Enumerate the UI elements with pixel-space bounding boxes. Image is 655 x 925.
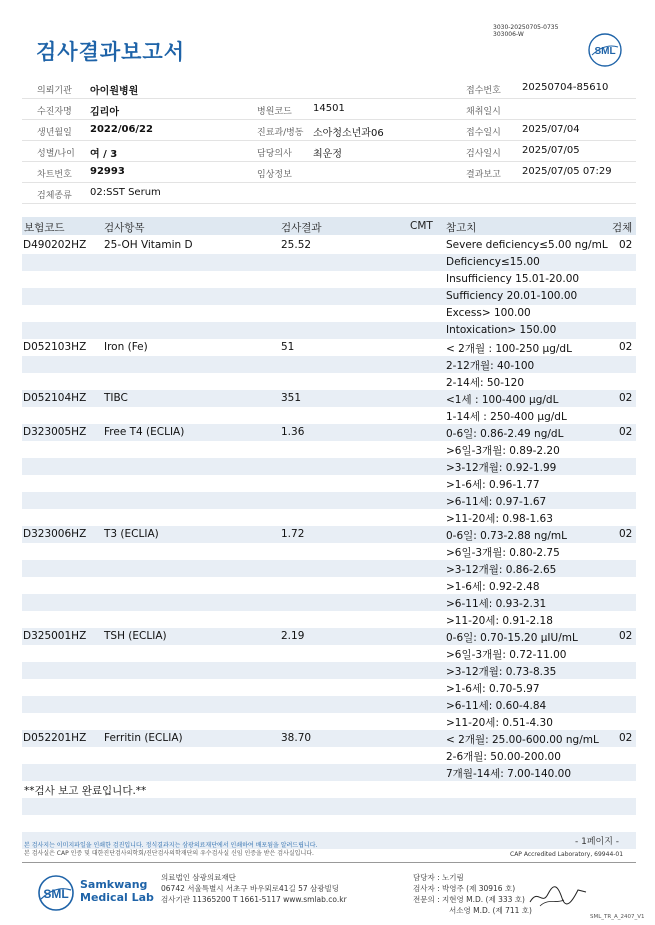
row-stripe [22,356,636,373]
test-item: TSH (ECLIA) [104,630,167,642]
test-code: D052104HZ [23,392,87,404]
reference-range: >6-11세: 0.97-1.67 [446,496,547,508]
test-result: 1.36 [281,426,305,438]
test-result: 51 [281,341,295,353]
birth-value: 2022/06/22 [90,124,153,135]
dept-label: 진료과/병동 [257,128,304,138]
org-contact: 검사기관 11365200 T 1661-5117 www.smlab.co.kr [161,895,347,904]
sex-age-label: 성별/나이 [37,149,75,159]
patient-label: 수진자명 [37,107,72,117]
test-specimen: 02 [619,732,633,744]
test-code: D052201HZ [23,732,87,744]
reference-range: >1-6세: 0.70-5.97 [446,683,540,695]
test-item: Ferritin (ECLIA) [104,732,183,744]
test-specimen: 02 [619,341,633,353]
info-row-3 [22,120,636,141]
reference-range: 0-6일: 0.73-2.88 ng/mL [446,530,567,542]
test-code: D490202HZ [23,239,87,251]
test-date-value: 2025/07/05 [522,145,580,156]
reference-range: 0-6일: 0.86-2.49 ng/dL [446,428,564,440]
reference-range: >1-6세: 0.92-2.48 [446,581,540,593]
reference-range: Intoxication> 150.00 [446,324,557,336]
footer-divider [22,862,636,863]
test-specimen: 02 [619,528,633,540]
logo-text: SML [594,46,616,57]
row-stripe [22,798,636,815]
specialist-2: 서소영 M.D. (제 711 호) [449,906,532,915]
form-version: SML_TR_A_2407_V1 [590,914,645,920]
receipt-date-value: 2025/07/04 [522,124,580,135]
doctor-value: 최운정 [313,149,342,160]
report-code-line-2: 303006-W [493,31,524,38]
reference-range: Insufficiency 15.01-20.00 [446,273,580,285]
reference-range: >6일-3개월: 0.72-11.00 [446,649,567,661]
report-date-value: 2025/07/05 07:29 [522,166,612,177]
info-row-6 [22,183,636,204]
info-row-1 [22,78,636,99]
col-header-cmt: CMT [410,220,433,232]
tester: 검사자 : 박영주 (제 30916 호) [413,884,516,893]
reference-range: Sufficiency 20.01-100.00 [446,290,578,302]
report-code-line-1: 3030-20250705-0735 [493,24,559,31]
info-row-5 [22,162,636,183]
row-stripe [22,254,636,271]
manager: 담당자 : 노기림 [413,873,464,882]
specimen-value: 02:SST Serum [90,187,161,198]
signature-icon [528,880,588,910]
svg-text:SML: SML [43,887,69,901]
test-specimen: 02 [619,239,633,251]
test-code: D323006HZ [23,528,87,540]
test-code: D325001HZ [23,630,87,642]
reference-range: >1-6세: 0.96-1.77 [446,479,540,491]
reference-range: 0-6일: 0.70-15.20 μIU/mL [446,632,578,644]
reference-range: < 2개월: 25.00-600.00 ng/mL [446,734,599,746]
col-header-code: 보험코드 [24,222,65,234]
reference-range: >11-20세: 0.98-1.63 [446,513,553,525]
col-header-specimen: 검체 [612,222,633,234]
specimen-label: 검체종류 [37,191,72,201]
footer-note-2: 본 검사실은 CAP 인증 및 대한진단검사의학회/진단검사의학재단의 우수검사실 신임 인증을 받은 검사실입니다. [24,850,314,857]
reference-range: >6일-3개월: 0.89-2.20 [446,445,560,457]
test-item: TIBC [104,392,128,404]
test-result: 25.52 [281,239,312,251]
hospital-value: 아이원병원 [90,86,139,97]
reference-range: Deficiency≤15.00 [446,256,540,268]
col-header-result: 검사결과 [281,222,322,234]
receipt-no-value: 20250704-85610 [522,82,609,93]
test-result: 2.19 [281,630,305,642]
test-result: 351 [281,392,302,404]
receipt-no-label: 접수번호 [466,86,501,96]
page-number: - 1페이지 - [575,837,620,847]
completion-note: **검사 보고 완료입니다.** [24,785,147,797]
reference-range: < 2개월 : 100-250 μg/dL [446,343,572,355]
birth-label: 생년월일 [37,128,72,138]
reference-range: >11-20세: 0.51-4.30 [446,717,553,729]
hosp-code-value: 14501 [313,103,345,114]
col-header-ref: 참고치 [446,222,477,234]
brand-name [80,878,154,904]
test-result: 38.70 [281,732,312,744]
test-code: D052103HZ [23,341,87,353]
clinical-label: 임상정보 [257,170,292,180]
test-result: 1.72 [281,528,305,540]
test-item: T3 (ECLIA) [104,528,159,540]
reference-range: 2-12개월: 40-100 [446,360,535,372]
reference-range: Excess> 100.00 [446,307,531,319]
patient-value: 김리아 [90,107,119,118]
test-code: D323005HZ [23,426,87,438]
doctor-label: 담당의사 [257,149,292,159]
hospital-label: 의뢰기관 [37,86,72,96]
reference-range: >6일-3개월: 0.80-2.75 [446,547,560,559]
cap-accreditation: CAP Accredited Laboratory, 69944-01 [510,851,624,858]
test-item: Iron (Fe) [104,341,148,353]
brand-line-1: Samkwang [80,878,148,891]
reference-range: 1-14세 : 250-400 μg/dL [446,411,567,423]
collect-date-label: 채취일시 [466,107,501,117]
page-title: 검사결과보고서 [36,40,186,64]
reference-range: >3-12개월: 0.92-1.99 [446,462,557,474]
report-code [493,24,558,38]
test-specimen: 02 [619,630,633,642]
reference-range: >6-11세: 0.93-2.31 [446,598,547,610]
info-row-2 [22,99,636,120]
reference-range: >3-12개월: 0.73-8.35 [446,666,557,678]
chart-no-label: 차트번호 [37,170,72,180]
reference-range: >11-20세: 0.91-2.18 [446,615,553,627]
chart-no-value: 92993 [90,166,125,177]
test-specimen: 02 [619,426,633,438]
reference-range: >6-11세: 0.60-4.84 [446,700,547,712]
reference-range: 2-14세: 50-120 [446,377,525,389]
dept-value: 소아청소년과06 [313,128,384,139]
reference-range: 7개월-14세: 7.00-140.00 [446,768,572,780]
sex-age-value: 여 / 3 [90,149,118,160]
test-specimen: 02 [619,392,633,404]
receipt-date-label: 접수일시 [466,128,501,138]
result-table-header [22,217,636,235]
hosp-code-label: 병원코드 [257,107,292,117]
report-date-label: 결과보고 [466,170,501,180]
sml-logo-icon [588,33,622,67]
footer-note-1: 본 검사지는 이미지파일을 인쇄한 검진입니다. 정식결과지는 삼광의료재단에서 인쇄하여 배포됨을 알려드립니다. [24,842,318,849]
test-item: Free T4 (ECLIA) [104,426,185,438]
specialist-1: 전문의 : 지현영 M.D. (제 333 호) [413,895,525,904]
info-row-4 [22,141,636,162]
org-address: 06742 서울특별시 서초구 바우뫼로41길 57 삼광빌딩 [161,884,340,893]
reference-range: >3-12개월: 0.86-2.65 [446,564,557,576]
test-item: 25-OH Vitamin D [104,239,193,251]
org-name: 의료법인 삼광의료재단 [161,873,236,882]
footer-notes [24,842,317,858]
reference-range: <1세 : 100-400 μg/dL [446,394,559,406]
test-date-label: 검사일시 [466,149,501,159]
reference-range: 2-6개월: 50.00-200.00 [446,751,561,763]
brand-line-2: Medical Lab [80,891,154,904]
col-header-item: 검사항목 [104,222,145,234]
reference-range: Severe deficiency≤5.00 ng/mL [446,239,608,251]
samkwang-logo-icon [36,873,76,913]
